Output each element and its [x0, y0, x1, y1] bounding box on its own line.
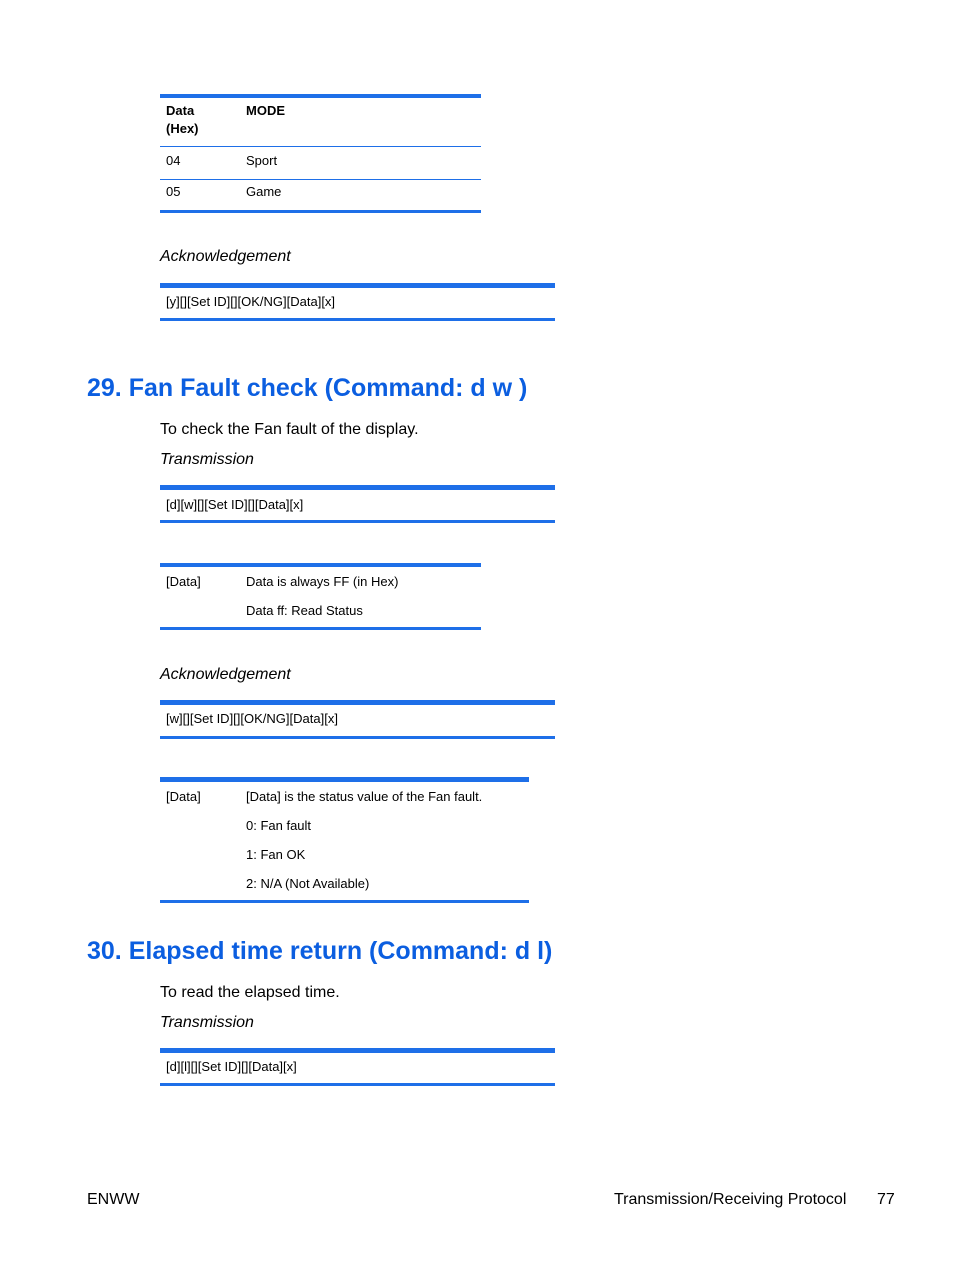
footer-page-number: 77 — [877, 1191, 895, 1208]
footer-left-label: ENWW — [87, 1191, 140, 1208]
ack-code: [y][][Set ID][][OK/NG][Data][x] — [166, 294, 336, 309]
section-29-description: To check the Fan fault of the display. — [160, 421, 419, 438]
transmission-box-top-rule — [160, 485, 555, 490]
mode-table-top-rule — [160, 94, 481, 98]
ack-box-top-rule — [160, 283, 555, 288]
status-table-line: 1: Fan OK — [246, 847, 306, 862]
data-table-key: [Data] — [166, 574, 201, 589]
ack-box-bottom-rule — [160, 736, 555, 739]
footer-chapter-title: Transmission/Receiving Protocol — [614, 1191, 847, 1208]
mode-row-mode: Sport — [246, 153, 278, 168]
transmission-box-bottom-rule — [160, 1083, 555, 1086]
ack-label: Acknowledgement — [160, 666, 291, 683]
data-table-top-rule — [160, 563, 481, 567]
header-data-line2: (Hex) — [166, 121, 199, 136]
mode-row-mode: Game — [246, 184, 282, 199]
ack-box-bottom-rule — [160, 318, 555, 321]
mode-table-header-mode: MODE — [246, 103, 285, 118]
transmission-box-bottom-rule — [160, 520, 555, 523]
transmission-code: [d][l][][Set ID][][Data][x] — [166, 1059, 297, 1074]
status-table-top-rule — [160, 777, 529, 782]
section-30-description: To read the elapsed time. — [160, 984, 340, 1001]
ack-code: [w][][Set ID][][OK/NG][Data][x] — [166, 711, 338, 726]
transmission-code: [d][w][][Set ID][][Data][x] — [166, 497, 304, 512]
mode-row-data: 05 — [166, 184, 181, 199]
section-29-heading: 29. Fan Fault check (Command: d w ) — [87, 374, 528, 402]
section-30-heading: 30. Elapsed time return (Command: d l) — [87, 937, 553, 965]
data-table-bottom-rule — [160, 627, 481, 630]
status-table-line: 0: Fan fault — [246, 818, 312, 833]
status-table-bottom-rule — [160, 900, 529, 903]
transmission-label: Transmission — [160, 1014, 254, 1031]
ack-box-top-rule — [160, 700, 555, 705]
data-table-line: Data is always FF (in Hex) — [246, 574, 399, 589]
status-table-key: [Data] — [166, 789, 201, 804]
mode-table-header-rule — [160, 146, 481, 147]
mode-table-bottom-rule — [160, 210, 481, 213]
transmission-box-top-rule — [160, 1048, 555, 1053]
ack-label: Acknowledgement — [160, 248, 291, 265]
mode-table-row-rule — [160, 179, 481, 180]
status-table-line: [Data] is the status value of the Fan fault. — [246, 789, 483, 804]
data-table-line: Data ff: Read Status — [246, 603, 363, 618]
transmission-label: Transmission — [160, 451, 254, 468]
status-table-line: 2: N/A (Not Available) — [246, 876, 370, 891]
header-data-line1: Data — [166, 103, 195, 118]
mode-row-data: 04 — [166, 153, 181, 168]
mode-table-header-data — [166, 103, 199, 137]
